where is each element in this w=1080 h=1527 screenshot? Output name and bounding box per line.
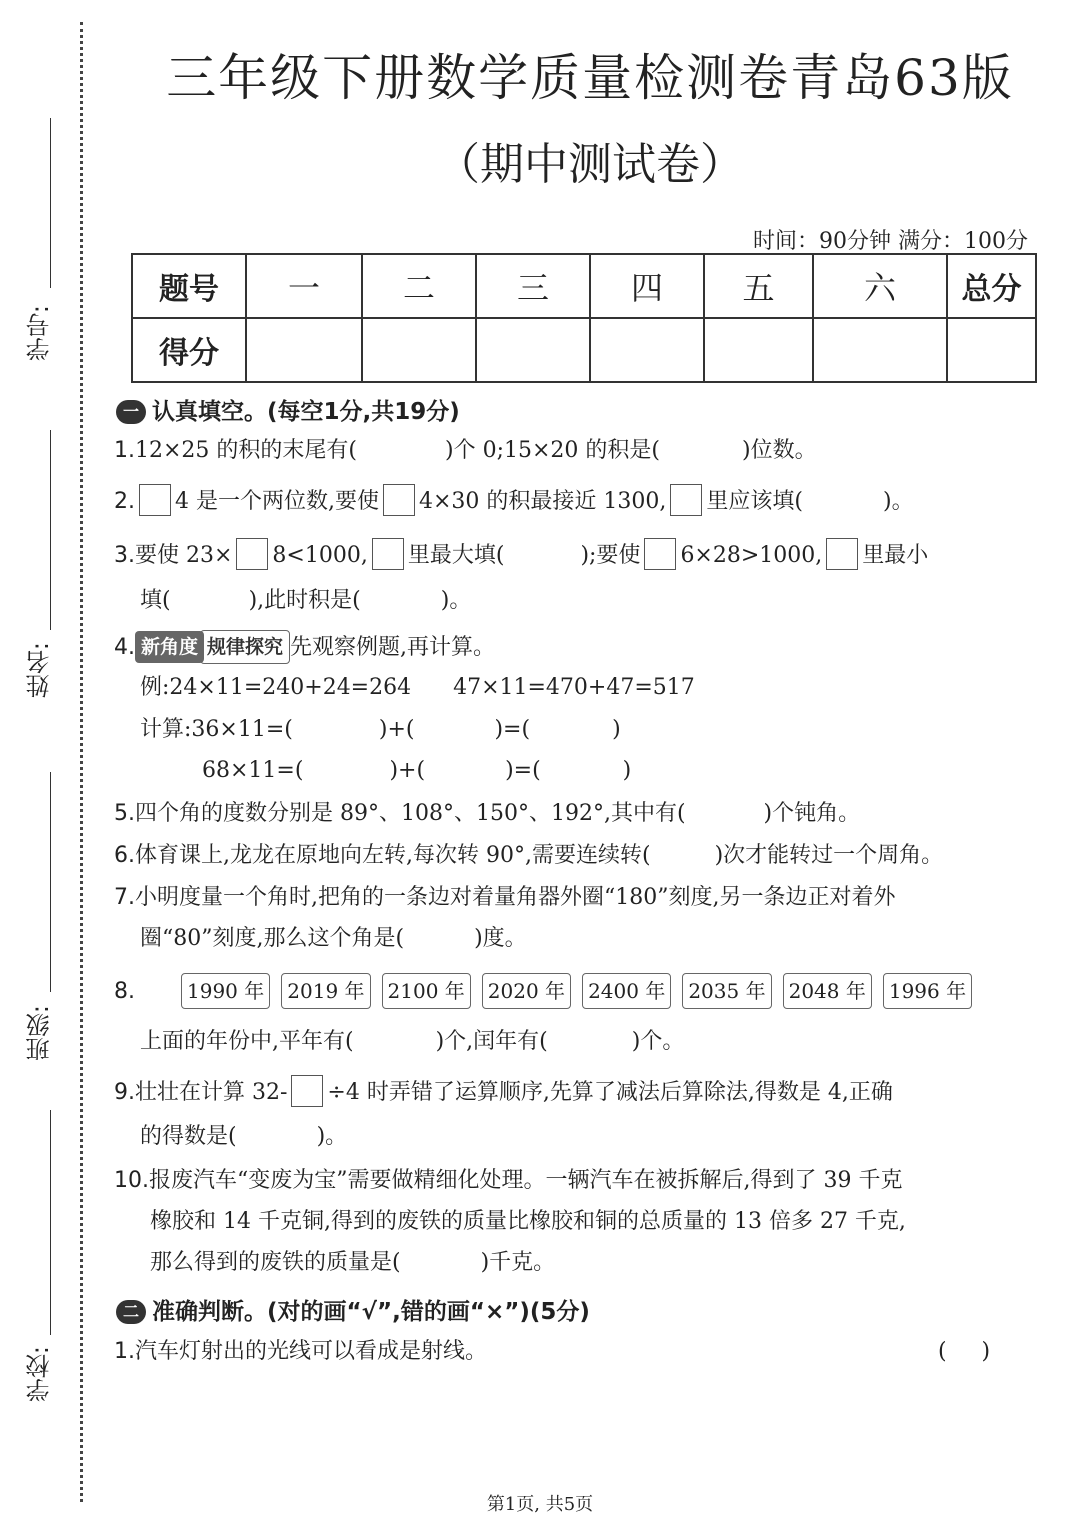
section-1-badge: 一	[116, 400, 146, 424]
name-line	[50, 430, 51, 630]
student-no-label: 学号:	[26, 305, 54, 362]
score-input-cell[interactable]	[813, 318, 947, 382]
question-1-9-cont: 的得数是( )。	[140, 1124, 348, 1149]
question-number: 10.	[114, 1168, 149, 1193]
class-label: 班级:	[26, 1005, 54, 1062]
question-1-4: 4. 新角度 规律探究 先观察例题,再计算。	[114, 630, 495, 664]
score-row-label: 得分	[132, 318, 246, 382]
question-number: 6.	[114, 843, 135, 868]
score-header-cell: 三	[476, 254, 590, 318]
score-header-cell: 一	[246, 254, 362, 318]
question-1-8	[114, 973, 983, 1009]
question-number: 4.	[114, 635, 135, 660]
question-number: 2.	[114, 489, 135, 514]
question-1-7-cont: 圈“80”刻度,那么这个角是( )度。	[140, 926, 527, 951]
section-2-title: 准确判断。(对的画“√”,错的画“×”)(5分)	[152, 1299, 590, 1325]
school-line	[50, 1110, 51, 1335]
question-1-10-line-2: 橡胶和 14 千克铜,得到的废铁的质量比橡胶和铜的总质量的 13 倍多 27 千克,	[150, 1209, 906, 1234]
school-label: 学校:	[26, 1346, 54, 1403]
question-1-4-calc-1: 计算:36×11=( )+( )=( )	[140, 717, 621, 742]
question-1-7: 7.小明度量一个角时,把角的一条边对着量角器外圈“180”刻度,另一条边正对着外	[114, 885, 896, 910]
year-box: 2019 年	[281, 973, 370, 1009]
question-number: 8.	[114, 979, 135, 1004]
score-header-cell: 五	[704, 254, 813, 318]
score-header-cell: 二	[362, 254, 476, 318]
question-1-10-line-3: 那么得到的废铁的质量是( )千克。	[150, 1250, 556, 1275]
section-1-title: 认真填空。(每空1分,共19分)	[152, 399, 460, 425]
year-box: 2020 年	[482, 973, 571, 1009]
question-number: 5.	[114, 801, 135, 826]
year-box: 2048 年	[783, 973, 872, 1009]
question-number: 1.	[114, 438, 135, 463]
year-box: 2400 年	[582, 973, 671, 1009]
question-1-2: 2. 4 是一个两位数,要使 4×30 的积最接近 1300, 里应该填( )。	[114, 484, 914, 517]
class-line	[50, 772, 51, 992]
question-1-9: 9.壮壮在计算 32- ÷4 时弄错了运算顺序,先算了减法后算除法,得数是 4,正确	[114, 1075, 893, 1108]
question-1-1: 1.12×25 的积的末尾有( )个 0;15×20 的积是( )位数。	[114, 438, 817, 463]
page-footer: 第1页, 共5页	[486, 1494, 594, 1515]
score-input-cell[interactable]	[590, 318, 704, 382]
score-header-cell: 四	[590, 254, 704, 318]
question-number: 9.	[114, 1080, 135, 1105]
question-1-3: 3.要使 23× 8<1000, 里最大填( );要使 6×28>1000, 里最小	[114, 538, 928, 571]
page-title: 三年级下册数学质量检测卷青岛63版	[166, 49, 1014, 107]
binding-dotted-line	[80, 22, 83, 1502]
year-box: 2035 年	[682, 973, 771, 1009]
score-input-cell[interactable]	[947, 318, 1036, 382]
question-number: 7.	[114, 885, 135, 910]
score-input-cell[interactable]	[246, 318, 362, 382]
year-box: 2100 年	[382, 973, 471, 1009]
year-box: 1996 年	[883, 973, 972, 1009]
score-header-cell: 六	[813, 254, 947, 318]
page-subtitle: （期中测试卷）	[436, 139, 744, 190]
score-header-cell: 题号	[132, 254, 246, 318]
section-2-heading	[116, 1293, 590, 1326]
pattern-tag: 规律探究	[200, 630, 290, 664]
question-1-4-calc-2: 68×11=( )+( )=( )	[202, 758, 632, 783]
question-1-8-cont: 上面的年份中,平年有( )个,闰年有( )个。	[140, 1029, 685, 1054]
question-1-4-example: 例:24×11=240+24=264 47×11=470+47=517	[140, 675, 695, 700]
name-label: 姓名:	[26, 642, 54, 699]
digit-box[interactable]	[383, 484, 415, 516]
score-input-cell[interactable]	[704, 318, 813, 382]
digit-box[interactable]	[139, 484, 171, 516]
digit-box[interactable]	[236, 538, 268, 570]
question-2-1: 1.汽车灯射出的光线可以看成是射线。	[114, 1339, 488, 1364]
question-number: 1.	[114, 1339, 135, 1364]
digit-box[interactable]	[372, 538, 404, 570]
score-input-cell[interactable]	[476, 318, 590, 382]
section-2-badge: 二	[116, 1300, 146, 1324]
student-no-line	[50, 118, 51, 288]
question-1-3-cont: 填( ),此时积是( )。	[140, 588, 472, 613]
score-table	[131, 253, 1037, 383]
question-1-6: 6.体育课上,龙龙在原地向左转,每次转 90°,需要连续转( )次才能转过一个周角。	[114, 843, 944, 868]
question-1-10: 10.报废汽车“变废为宝”需要做精细化处理。一辆汽车在被拆解后,得到了 39 千克	[114, 1168, 903, 1193]
digit-box[interactable]	[826, 538, 858, 570]
section-1-heading	[116, 393, 460, 426]
score-input-cell[interactable]	[362, 318, 476, 382]
score-header-cell: 总分	[947, 254, 1036, 318]
digit-box[interactable]	[291, 1075, 323, 1107]
exam-meta: 时间：90分钟 满分：100分	[753, 229, 1028, 254]
new-angle-tag: 新角度	[135, 631, 204, 663]
digit-box[interactable]	[670, 484, 702, 516]
year-box: 1990 年	[181, 973, 270, 1009]
digit-box[interactable]	[644, 538, 676, 570]
question-1-5: 5.四个角的度数分别是 89°、108°、150°、192°,其中有( )个钝角。	[114, 801, 861, 826]
question-number: 3.	[114, 543, 135, 568]
judgement-answer-paren[interactable]: ( )	[938, 1339, 991, 1364]
